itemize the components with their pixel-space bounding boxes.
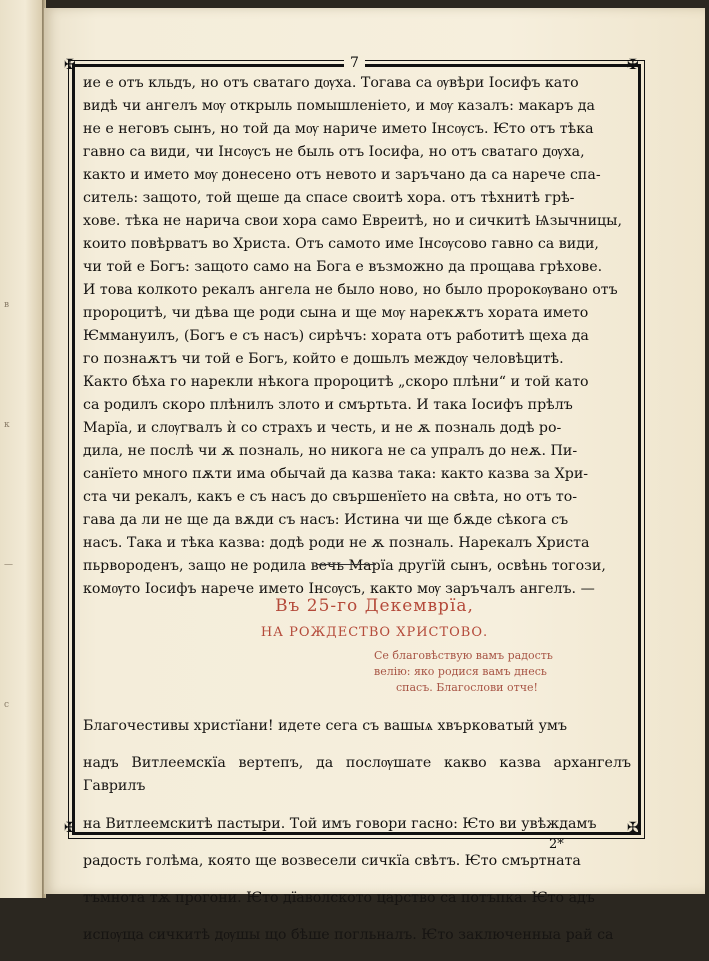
text-line: ста чи рекалъ, какъ е съ насъ до свършенїето на свѣта, но отъ то- [83, 489, 578, 505]
text-line: които повѣрватъ во Христа. Отъ самото име Інсѹсово гавно са види, [83, 236, 599, 252]
text-line: санїето много пѫти има обычай да казва така: както казва за Хри- [83, 466, 589, 482]
text-line: видѣ чи ангелъ мѹ открыль помышленіето, и мѹ казалъ: макаръ да [83, 98, 595, 114]
body-text [83, 72, 631, 601]
text-line: не е неговъ сынъ, но той да мѹ нариче името Інсѹсъ. Ѥто отъ тѣка [83, 121, 594, 137]
facing-page-fragment: — [4, 560, 14, 570]
text-line: Марїа, и слѹгвалъ ѝ со страхъ и честь, и не ѫ позналь додѣ ро- [83, 420, 562, 436]
sermon-text [83, 701, 631, 961]
facing-page-fragment: в [4, 300, 11, 310]
section-date-heading: Въ 25-го Декемврїа, [275, 596, 474, 616]
book-page [44, 8, 705, 944]
text-line: както и името мѹ донесено отъ невото и заръчано да са нарече спа- [83, 167, 601, 183]
text-line: на Витлеемскитѣ пастыри. Той имъ говори гасно: Ѥто ви увѣждамъ [83, 815, 597, 832]
text-line: И това колкото рекалъ ангела не было ново, но было пророкѹвано отъ [83, 282, 618, 298]
text-line: ситель: защото, той щеше да спасе своитѣ хора. отъ тѣхнитѣ грѣ- [83, 190, 575, 206]
text-line: пьрвороденъ, защо не родила вечь Марїа другїй сынъ, освѣнь тогози, [83, 558, 606, 574]
epigraph [374, 648, 594, 696]
text-line: дила, не послѣ чи ѫ позналь, но никога не са упралъ до неѫ. Пи- [83, 443, 578, 459]
facing-page-edge [0, 0, 44, 898]
text-line: Благочестивы христїани! идете сега съ вашыѧ хвърковатый умъ [83, 718, 567, 735]
text-line: го познаѫтъ чи той е Богъ, който е дошьлъ междѹ человѣцитѣ. [83, 351, 564, 367]
text-line: ие е отъ кльдъ, но отъ сватаго дѹха. Тогава са ѹвѣри Іосифъ като [83, 75, 579, 91]
page-number: 7 [344, 55, 365, 71]
facing-page-fragment: к [4, 420, 11, 430]
text-line: чи той е Богъ: защото само на Бога е възможно да прощава грѣхове. [83, 259, 603, 275]
signature-mark: 2* [549, 837, 564, 852]
corner-ornament-icon: ✠ [627, 57, 639, 73]
corner-ornament-icon: ✠ [64, 820, 76, 836]
text-line: гава да ли не ще да вѫди съ насъ: Истина чи ще бѫде сѣкога съ [83, 512, 569, 528]
text-line: насъ. Така и тѣка казва: додѣ роди не ѫ позналь. Нарекалъ Христа [83, 535, 590, 551]
text-line: тъмнота тѫ прогони. Ѥто дїаволското царство са потъпка. Ѥто адъ [83, 889, 595, 906]
epigraph-line: Се благовѣствую вамъ радость [374, 649, 553, 662]
text-line: радость голѣма, която ще возвесели сичкїа свѣтъ. Ѥто смъртната [83, 852, 581, 869]
text-line: испѹща сичкитѣ дѹшы що бѣше погльналъ. Ѥто заключенныа рай са [83, 927, 614, 944]
section-feast-heading: НА РОЖДЕСТВО ХРИСТОВО. [260, 625, 489, 640]
text-line: са родилъ скоро плѣнилъ злото и смъртьта. И така Іосифъ прѣлъ [83, 397, 573, 413]
section-divider [316, 564, 376, 565]
text-line: хове. тѣка не нарича свои хора само Евреитѣ, но и сичкитѣ Ѩзычницы, [83, 213, 622, 229]
corner-ornament-icon: ✠ [64, 57, 76, 73]
text-line: надъ Витлеемскїа вертепъ, да послѹшате какво казва архангелъ Гаврилъ [83, 755, 631, 795]
epigraph-line: велію: яко родися вамъ днесь [374, 665, 547, 678]
text-line: пророцитѣ, чи дѣва ще роди сына и ще мѹ нарекѫтъ хората името [83, 305, 589, 321]
text-line: комѹто Іосифъ нарече името Інсѹсъ, както мѹ заръчалъ ангелъ. — [83, 581, 595, 597]
text-line: Ѥммануилъ, (Богъ е съ насъ) сирѣчъ: хората отъ работитѣ щеха да [83, 328, 589, 344]
corner-ornament-icon: ✠ [627, 820, 639, 836]
text-line: Както бѣха го нарекли нѣкога пророцитѣ „скоро плѣни“ и той като [83, 374, 589, 390]
facing-page-fragment: с [4, 700, 11, 710]
text-line: гавно са види, чи Інсѹсъ не быль отъ Іосифа, но отъ сватаго дѹха, [83, 144, 585, 160]
epigraph-line: спасъ. Благослови отче! [396, 681, 538, 694]
